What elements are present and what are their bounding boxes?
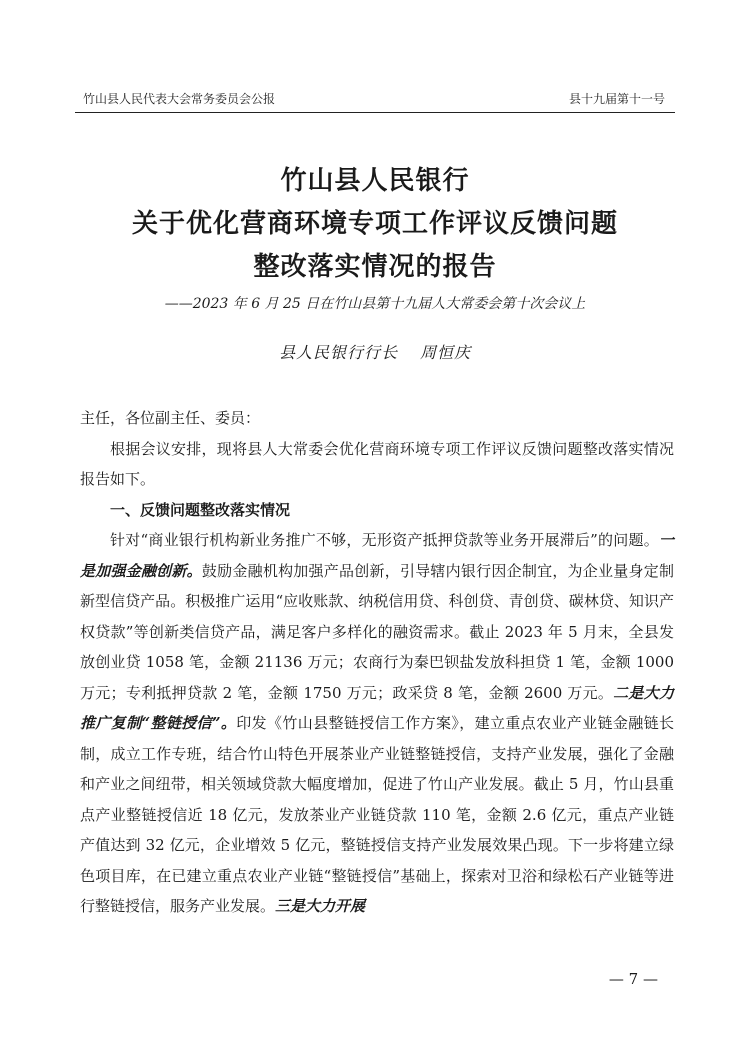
header-publication-name: 竹山县人民代表大会常务委员会公报 bbox=[83, 92, 276, 106]
paragraph-text-a: 针对“商业银行机构新业务推广不够，无形资产抵押贷款等业务开展滞后”的问题。 bbox=[110, 531, 659, 549]
emphasis-point-2: 二是大力推广复制“整链授信”。 bbox=[80, 683, 674, 732]
author-role: 县人民银行行长 bbox=[278, 343, 398, 362]
title-line-2: 关于优化营商环境专项工作评议反馈问题 bbox=[131, 209, 618, 239]
document-subtitle: ——2023 年 6 月 25 日在竹山县第十九届人大常委会第十次会议上 bbox=[164, 296, 586, 312]
page-number: — 7 — bbox=[608, 970, 658, 988]
body-paragraph-1 bbox=[80, 525, 674, 922]
paragraph-text-b: 鼓励金融机构加强产品创新，引导辖内银行因企制宜，为企业量身定制新型信贷产品。积极推广运用“应收账款、纳税信用贷、科创贷、青创贷、碳林贷、知识产权贷款”等创新类信贷产品，满足客户多样化的融资需求。截止 2023 年 5 月末，全县发放创业贷 1058 笔，金额 21136 万元；农商行为秦巴钡盐发放科担贷 1 笔，金额 1000 万元；专利抵押贷款 2 笔，金额 1750 万元；政采贷 8 笔，金额 2600 万元。 bbox=[80, 561, 674, 702]
title-line-1: 竹山县人民银行 bbox=[280, 166, 470, 196]
document-body bbox=[80, 403, 674, 922]
intro-paragraph: 根据会议安排，现将县人大常委会优化营商环境专项工作评议反馈问题整改落实情况报告如下。 bbox=[80, 439, 674, 488]
title-line-3: 整改落实情况的报告 bbox=[253, 252, 497, 282]
paragraph-text-c: 印发《竹山县整链授信工作方案》，建立重点农业产业链金融链长制，成立工作专班，结合竹山特色开展茶业产业链整链授信，支持产业发展，强化了金融和产业之间纽带，相关领域贷款大幅度增加，促进了竹山产业发展。截止 5 月，竹山县重点产业整链授信近 18 亿元，发放茶业产业链贷款 110 笔，金额 2.6 亿元，重点产业链产值达到 32 亿元，企业增效 5 亿元，整链授信支持产业发展效果凸现。下一步将建立绿色项目库，在已建立重点农业产业链“整链授信”基础上，探索对卫浴和绿松石产业链等进行整链授信，服务产业发展。 bbox=[80, 714, 674, 915]
salutation: 主任，各位副主任、委员： bbox=[80, 409, 261, 427]
section-heading-1: 一、反馈问题整改落实情况 bbox=[110, 500, 291, 519]
author-name: 周恒庆 bbox=[420, 343, 472, 362]
header-issue-number: 县十九届第十一号 bbox=[568, 92, 665, 106]
emphasis-point-1: 一是加强金融创新。 bbox=[80, 531, 674, 580]
running-header bbox=[75, 88, 675, 110]
author-line bbox=[75, 340, 675, 363]
document-title bbox=[75, 160, 675, 289]
header-rule bbox=[75, 112, 675, 113]
emphasis-point-3: 三是大力开展 bbox=[275, 897, 366, 915]
